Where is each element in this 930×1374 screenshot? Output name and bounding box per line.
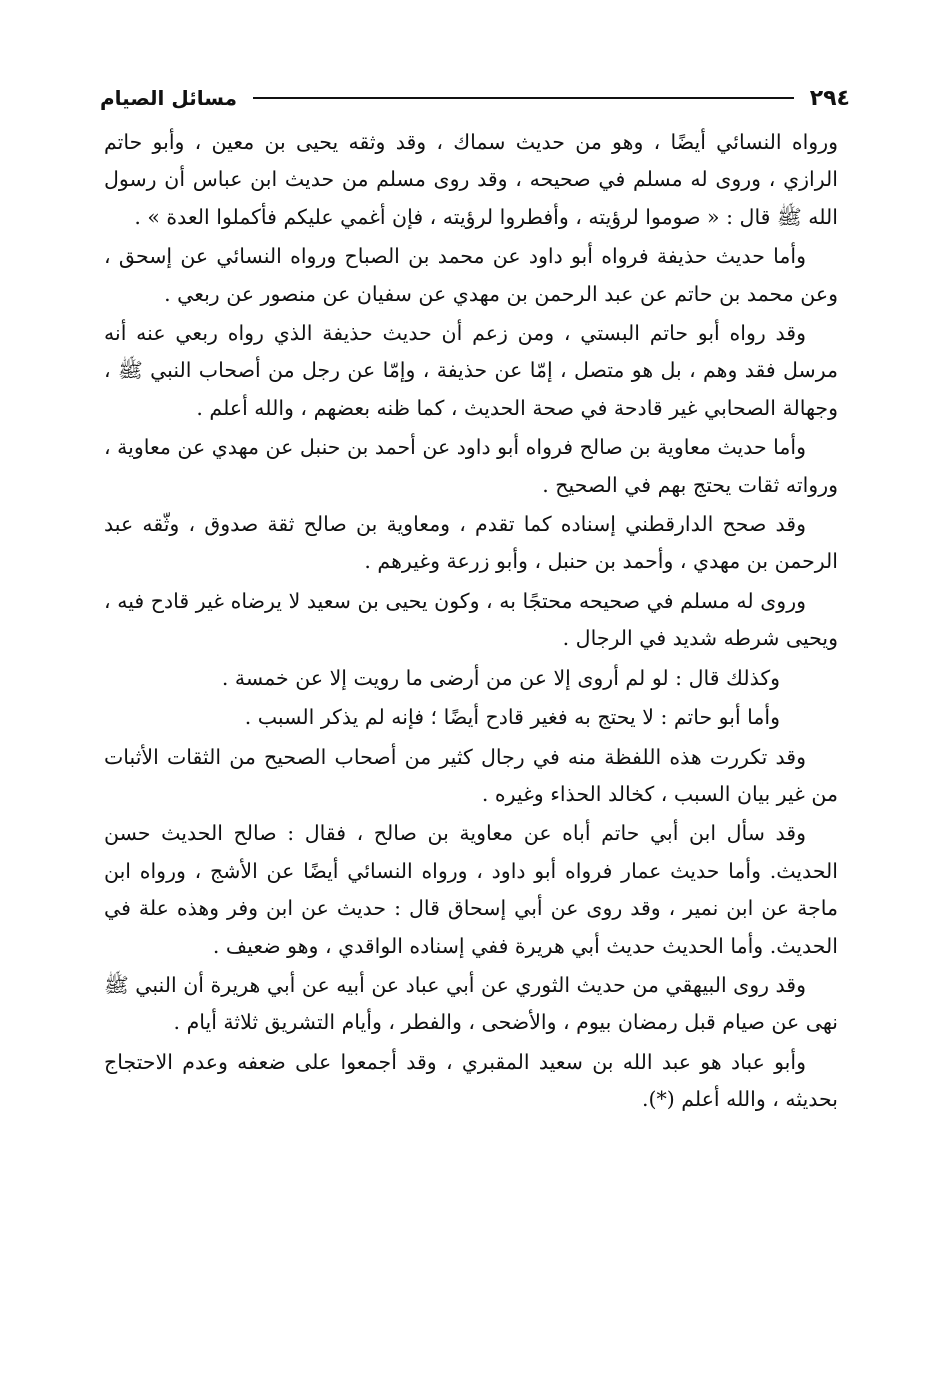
paragraph: وقد سأل ابن أبي حاتم أباه عن معاوية بن صالح ، فقال : صالح الحديث حسن الحديث. وأما حديث عمار فرواه أبو داود ، ورواه النسائي أيضًا عن الأشج ، ورواه ابن ماجة عن ابن نمير ، وقد روى عن أبي إسحاق قال : حديث عن ابن وفر وهذه علة في الحديث. وأما الحديث حديث أبي هريرة ففي إسناده الواقدي ، وهو ضعيف . xyxy=(104,821,838,958)
paragraph: ورواه النسائي أيضًا ، وهو من حديث سماك ، وقد وثقه يحيى بن معين ، وأبو حاتم الرازي ، وروى له مسلم في صحيحه ، وقد روى مسلم من حديث ابن عباس أن رسول الله ﷺ قال : « صوموا لرؤيته ، وأفطروا لرؤيته ، فإن أغمي عليكم فأكملوا العدة » . xyxy=(104,130,838,229)
running-title: مسائل الصيام xyxy=(100,86,237,110)
header-rule xyxy=(253,97,794,99)
paragraph: وأبو عباد هو عبد الله بن سعيد المقبري ، وقد أجمعوا على ضعفه وعدم الاحتجاج بحديثه ، والله أعلم (*). xyxy=(104,1049,838,1112)
paragraph: وأما حديث معاوية بن صالح فرواه أبو داود عن أحمد بن حنبل عن مهدي عن معاوية ، ورواته ثقات يحتج بهم في الصحيح . xyxy=(104,435,838,497)
page-header xyxy=(100,78,850,118)
page-body xyxy=(104,124,838,1121)
paragraph: وكذلك قال : لو لم أروى إلا عن من أرضى ما رويت إلا عن خمسة . xyxy=(221,665,780,690)
paragraph: وقد روى البيهقي من حديث الثوري عن أبي عباد عن أبيه عن أبي هريرة أن النبي ﷺ نهى عن صيام قبل رمضان بيوم ، والأضحى ، والفطر ، وأيام التشريق ثلاثة أيام . xyxy=(104,972,838,1035)
paragraph: وقد تكررت هذه اللفظة منه في رجال كثير من أصحاب الصحيح من الثقات الأثبات من غير بيان السبب ، كخالد الحذاء وغيره . xyxy=(104,744,838,806)
page-number: ٢٩٤ xyxy=(809,85,850,111)
paragraph: وأما أبو حاتم : لا يحتج به فغير قادح أيضًا ؛ فإنه لم يذكر السبب . xyxy=(244,705,780,730)
paragraph: وقد رواه أبو حاتم البستي ، ومن زعم أن حديث حذيفة الذي رواه ربعي عنه أنه مرسل فقد وهم ، بل هو متصل ، إمّا عن حذيفة ، وإمّا عن رجل من أصحاب النبي ﷺ ، وجهالة الصحابي غير قادحة في صحة الحديث ، كما ظنه بعضهم ، والله أعلم . xyxy=(104,321,838,420)
paragraph: وروى له مسلم في صحيحه محتجًا به ، وكون يحيى بن سعيد لا يرضاه غير قادح فيه ، ويحيى شرطه شديد في الرجال . xyxy=(104,588,838,651)
paragraph: وأما حديث حذيفة فرواه أبو داود عن محمد بن الصباح ورواه النسائي عن إسحق ، وعن محمد بن حاتم عن عبد الرحمن بن مهدي عن سفيان عن منصور عن ربعي . xyxy=(104,244,838,306)
paragraph: وقد صحح الدارقطني إسناده كما تقدم ، ومعاوية بن صالح ثقة صدوق ، وثّقه عبد الرحمن بن مهدي ، وأحمد بن حنبل ، وأبو زرعة وغيرهم . xyxy=(104,512,838,574)
